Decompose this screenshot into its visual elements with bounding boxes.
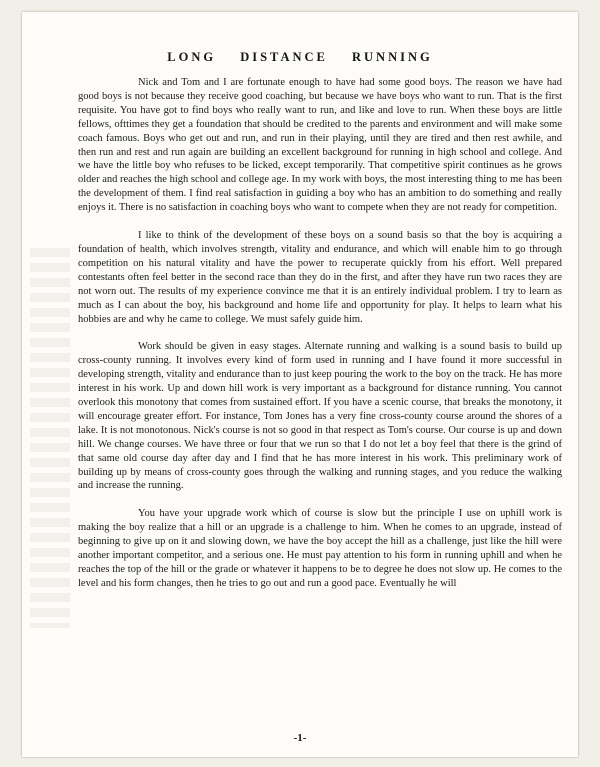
paragraph: I like to think of the development of these boys on a sound basis so that the boy is acquiring a foundation of health, which involves strength, vitality and endurance, and which will enable him to go through competition on his natural vitality and have the power to recuperate quickly from his effort. Well prepared contestants often feel better in the second race than they do in the first, and after they have run two races they are not worn out. The results of my experience convince me that it is an entirely individual problem. I try to learn as much as I can about the boy, his background and home life and opportunity for play. It helps to learn what his hobbies are and why he came to college. We must safely guide him.: [78, 230, 562, 325]
show-through-marks: [30, 248, 70, 628]
paragraph: You have your upgrade work which of course is slow but the principle I use on uphill work is making the boy realize that a hill or an upgrade is a challenge to him. When he comes to an upgrade, instead of beginning to give up on it and slowing down, we have the boy accept the hill as a challenge, just like the hill were another important competitor, and a serious one. He must pay attention to his form in running uphill and when he reaches the top of the hill or the grade or whatever it happens to be to degree he does not slow up. He comes to the level and his form changes, then he tries to go out and run a good pace. Eventually he will: [78, 508, 562, 589]
document-page: [22, 12, 578, 757]
paragraph: Nick and Tom and I are fortunate enough to have had some good boys. The reason we have had good boys is not because they receive good coaching, but because we have boys who want to run. That is the first requisite. You have got to find boys who really want to run, and like and love to run. When these boys are little fellows, ofttimes they get a foundation that should be credited to the parents and environment and will make some coach famous. Boys who get out and run, and run in their playing, until they are tired and then rest awhile, and then run and rest and run again are building an excellent background for running in high school and college. And we have the little boy who refuses to be licked, except temporarily. That competitive spirit continues as he grows older and reaches the high school and college age. In my work with boys, the most interesting thing to me has been the development of them. I find real satisfaction in guiding a boy who has an ambition to do something and really enjoys it. There is no satisfaction in coaching boys who want to compete when they are not ready for competition.: [78, 77, 562, 214]
body-text: [78, 76, 562, 605]
page-title: LONG DISTANCE RUNNING: [167, 50, 433, 64]
paragraph: Work should be given in easy stages. Alternate running and walking is a sound basis to build up cross-county running. It involves every kind of form used in running and I have found it more successful in developing strength, vitality and endurance than to just keep pouring the work to the boy on the track. He has more interest in his work. Up and down hill work is very important as a background for distance running. You cannot overlook this monotony that comes from sustained effort. If you have a scenic course, that breaks the monotony, it will encourage greater effort. For instance, Tom Jones has a very fine cross-county course around the shores of a lake. It is not monotonous. Nick's course is not so good in that respect as Tom's course. Our course is up and down hill. We change courses. We have three or four that we run so that I do not let a boy feel that there is the grind of that same old course day after day and I find that he has more interest in his work. This preliminary work of building up by means of cross-county goes through the walking and running stages, and you reduce the walking and increase the running.: [78, 341, 562, 492]
page-number: -1-: [293, 732, 307, 744]
